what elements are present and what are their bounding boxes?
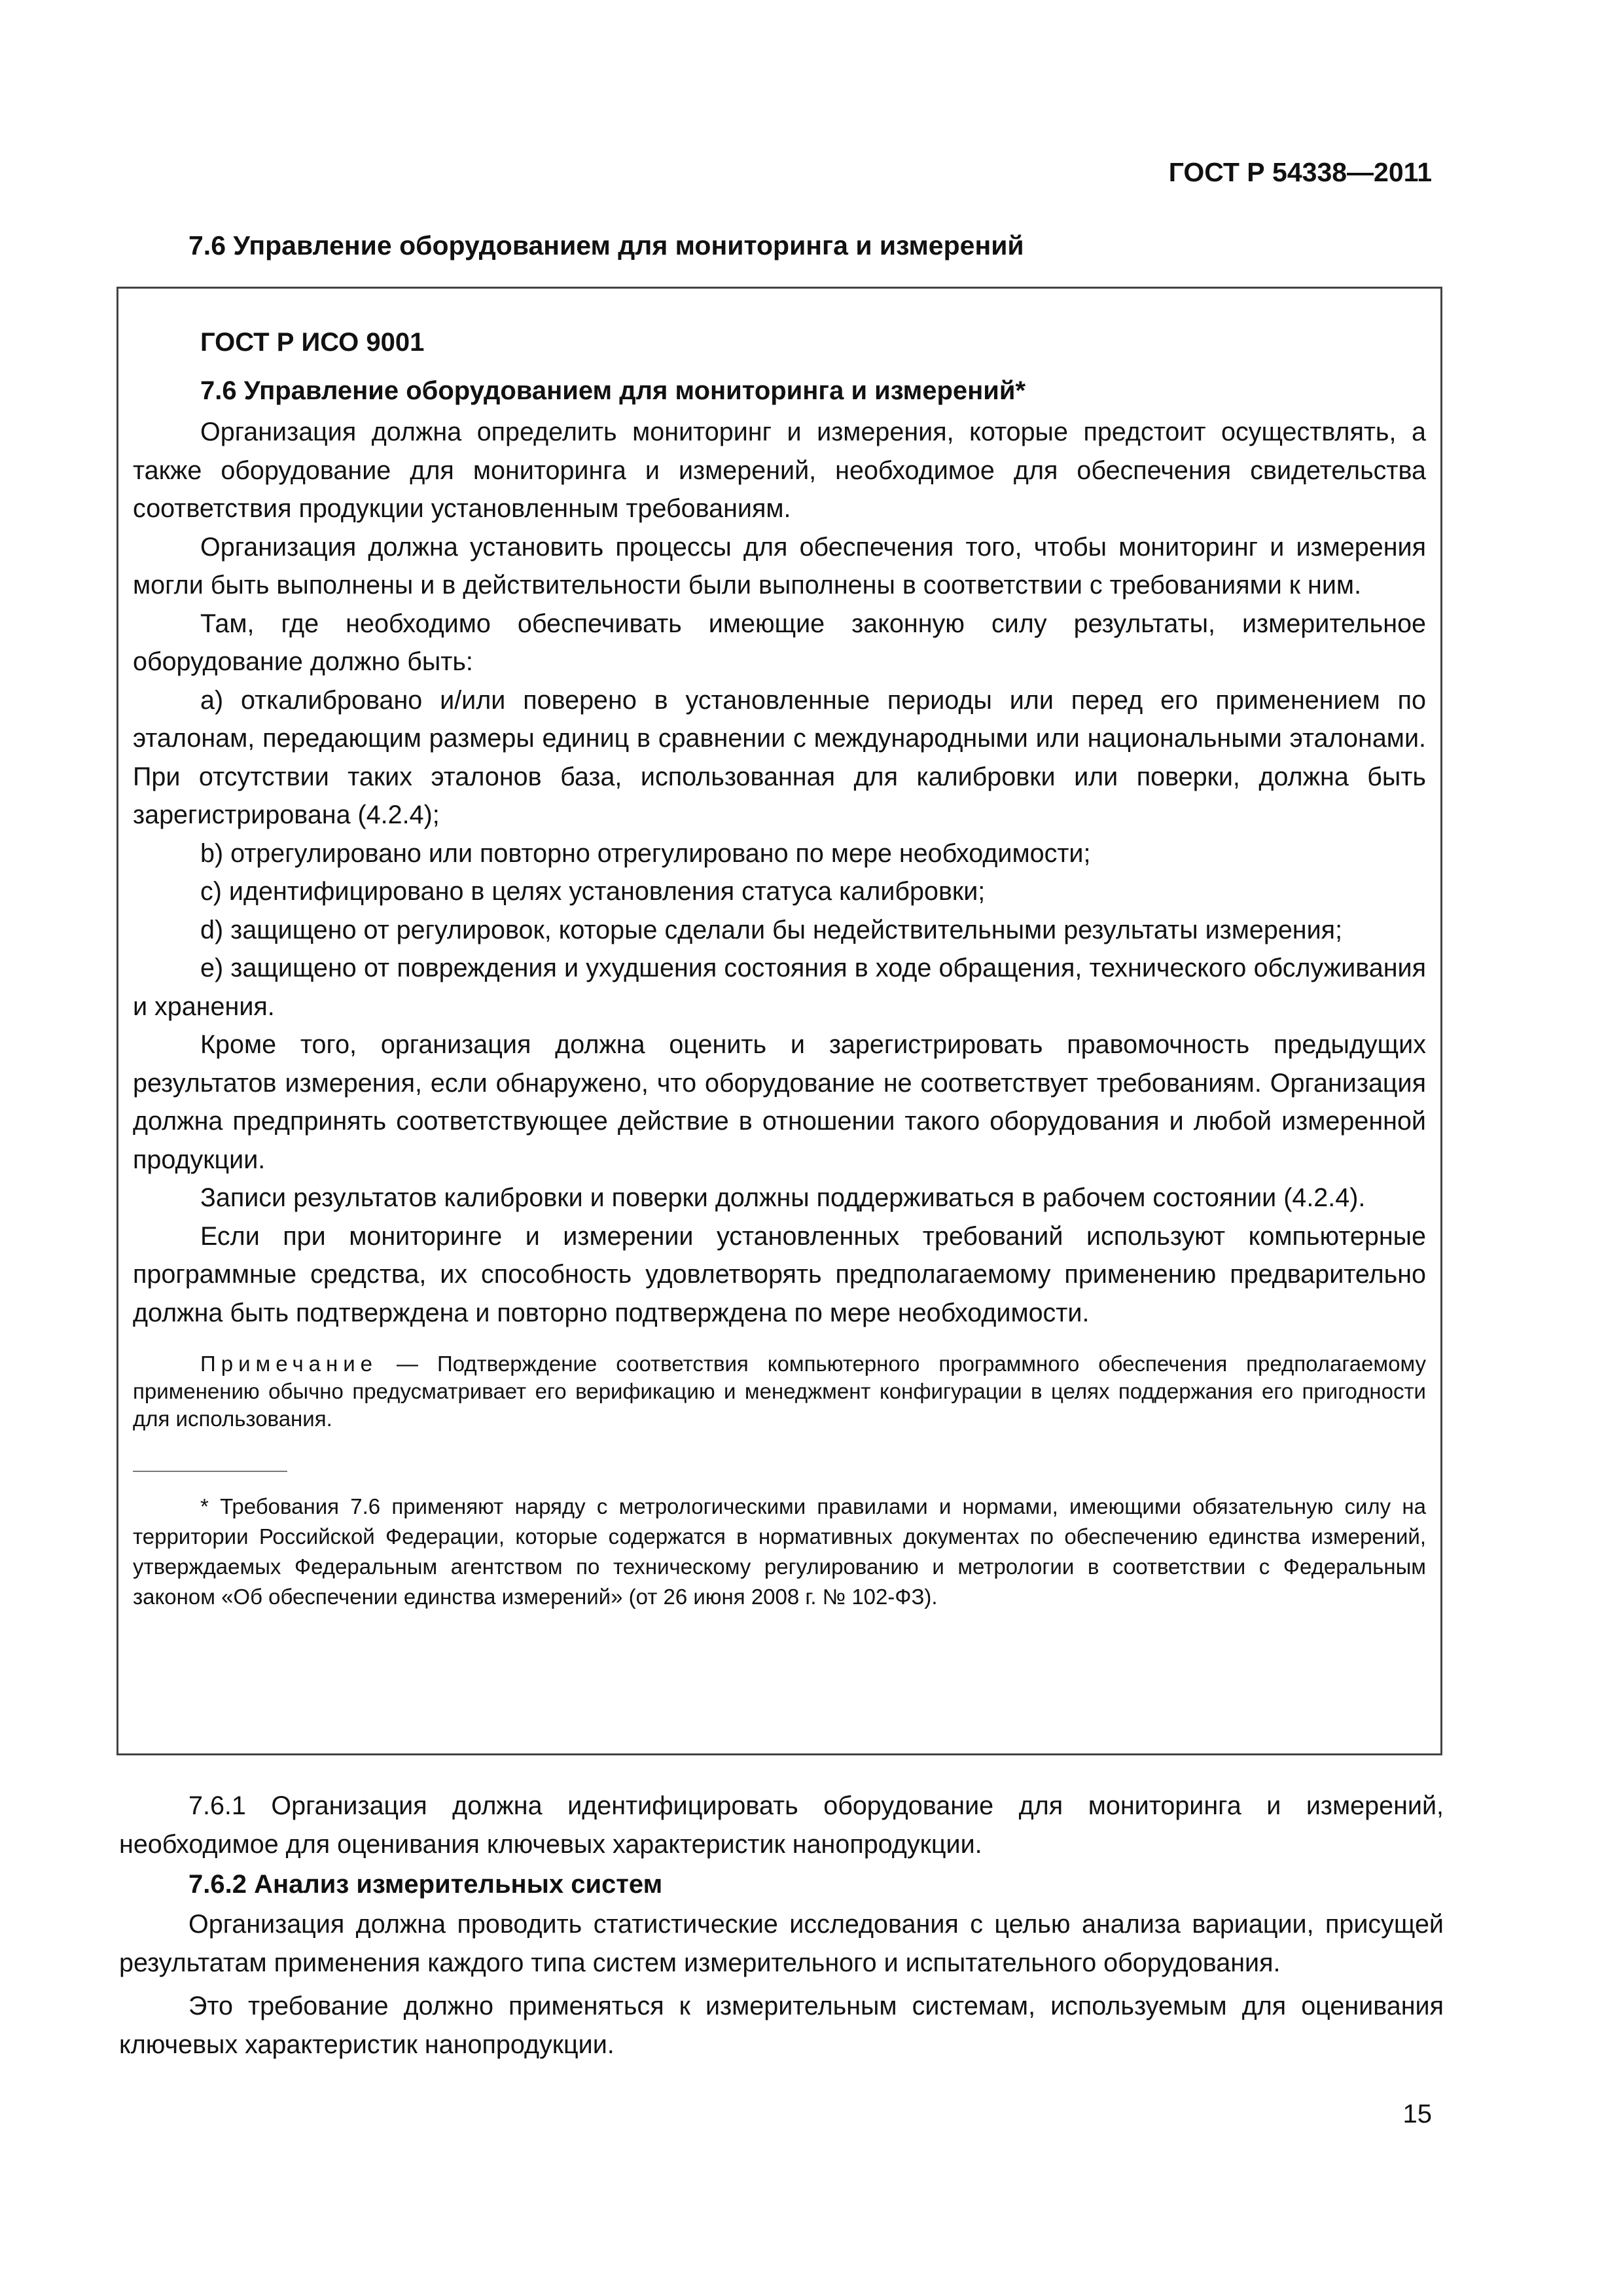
note-label: Примечание (200, 1352, 378, 1376)
quoted-standard-box (116, 287, 1442, 1755)
quoted-standard-title: ГОСТ Р ИСО 9001 (200, 328, 425, 357)
quoted-section-heading: 7.6 Управление оборудованием для мониторинга и измерений* (200, 376, 1026, 405)
page-number: 15 (1402, 2100, 1432, 2128)
section-heading: 7.6 Управление оборудованием для мониторинга и измерений (188, 230, 1024, 260)
quoted-body (133, 413, 1426, 1332)
paragraph-7-6-2-a: Организация должна проводить статистические исследования с целью анализа вариации, присущей результатам применения каждого типа систем измерительного и испытательного оборудования. (119, 1910, 1444, 1977)
paragraph: Записи результатов калибровки и поверки должны поддерживаться в рабочем состоянии (4.2.4). (200, 1183, 1366, 1212)
footnote-divider (133, 1471, 287, 1472)
list-item-d: d) защищено от регулировок, которые сделали бы недействительными результаты измерения; (200, 915, 1343, 944)
list-item-b: b) отрегулировано или повторно отрегулировано по мере необходимости; (200, 838, 1091, 868)
list-item-a: a) откалибровано и/или поверено в установленные периоды или перед его применением по эталонам, передающим размеры единиц в сравнении с международными или национальными эталонами. При отсутствии таких эталонов база, использованная для калибровки или поверки, должна быть зарегистрирована (4.2.4); (133, 685, 1426, 829)
paragraph: Там, где необходимо обеспечивать имеющие законную силу результаты, измерительное оборудование должно быть: (133, 609, 1426, 676)
paragraph: Если при мониторинге и измерении установленных требований используют компьютерные программные средства, их способность удовлетворять предполагаемому применению предварительно должна быть подтверждена и повторно подтверждена по мере необходимости. (133, 1221, 1426, 1327)
note (133, 1350, 1426, 1433)
subsection-heading-7-6-2: 7.6.2 Анализ измерительных систем (188, 1870, 663, 1899)
standard-number: ГОСТ Р 54338—2011 (1168, 157, 1432, 187)
list-item-e: e) защищено от повреждения и ухудшения состояния в ходе обращения, технического обслуживания и хранения. (133, 954, 1426, 1021)
section-content (119, 1787, 1444, 2064)
list-item-c: c) идентифицировано в целях установления статуса калибровки; (200, 877, 986, 906)
footnote: * Требования 7.6 применяют наряду с метрологическими правилами и нормами, имеющими обязательную силу на территории Российской Федерации, которые содержатся в нормативных документах по обеспечению единства измерений, утверждаемых Федеральным агентством по техническому регулированию и метрологии в соответствии с Федеральным законом «Об обеспечении единства измерений» (от 26 июня 2008 г. № 102-ФЗ). (133, 1494, 1426, 1609)
paragraph-7-6-1: 7.6.1 Организация должна идентифицировать оборудование для мониторинга и измерений, необходимое для оценивания ключевых характеристик нанопродукции. (119, 1791, 1444, 1859)
note-text: — Подтверждение соответствия компьютерного программного обеспечения предполагаемому применению обычно предусматривает его верификацию и менеджмент конфигурации в целях поддержания его пригодности для использования. (133, 1352, 1426, 1431)
paragraph: Организация должна определить мониторинг и измерения, которые предстоит осуществлять, а также оборудование для мониторинга и измерений, необходимое для обеспечения свидетельства соответствия продукции установленным требованиям. (133, 418, 1426, 523)
paragraph: Организация должна установить процессы для обеспечения того, чтобы мониторинг и измерения могли быть выполнены и в действительности были выполнены в соответствии с требованиями к ним. (133, 532, 1426, 600)
paragraph: Кроме того, организация должна оценить и зарегистрировать правомочность предыдущих результатов измерения, если обнаружено, что оборудование не соответствует требованиям. Организация должна предпринять соответствующее действие в отношении такого оборудования и любой измеренной продукции. (133, 1030, 1426, 1174)
paragraph-7-6-2-b: Это требование должно применяться к измерительным системам, используемым для оценивания ключевых характеристик нанопродукции. (119, 1992, 1444, 2059)
